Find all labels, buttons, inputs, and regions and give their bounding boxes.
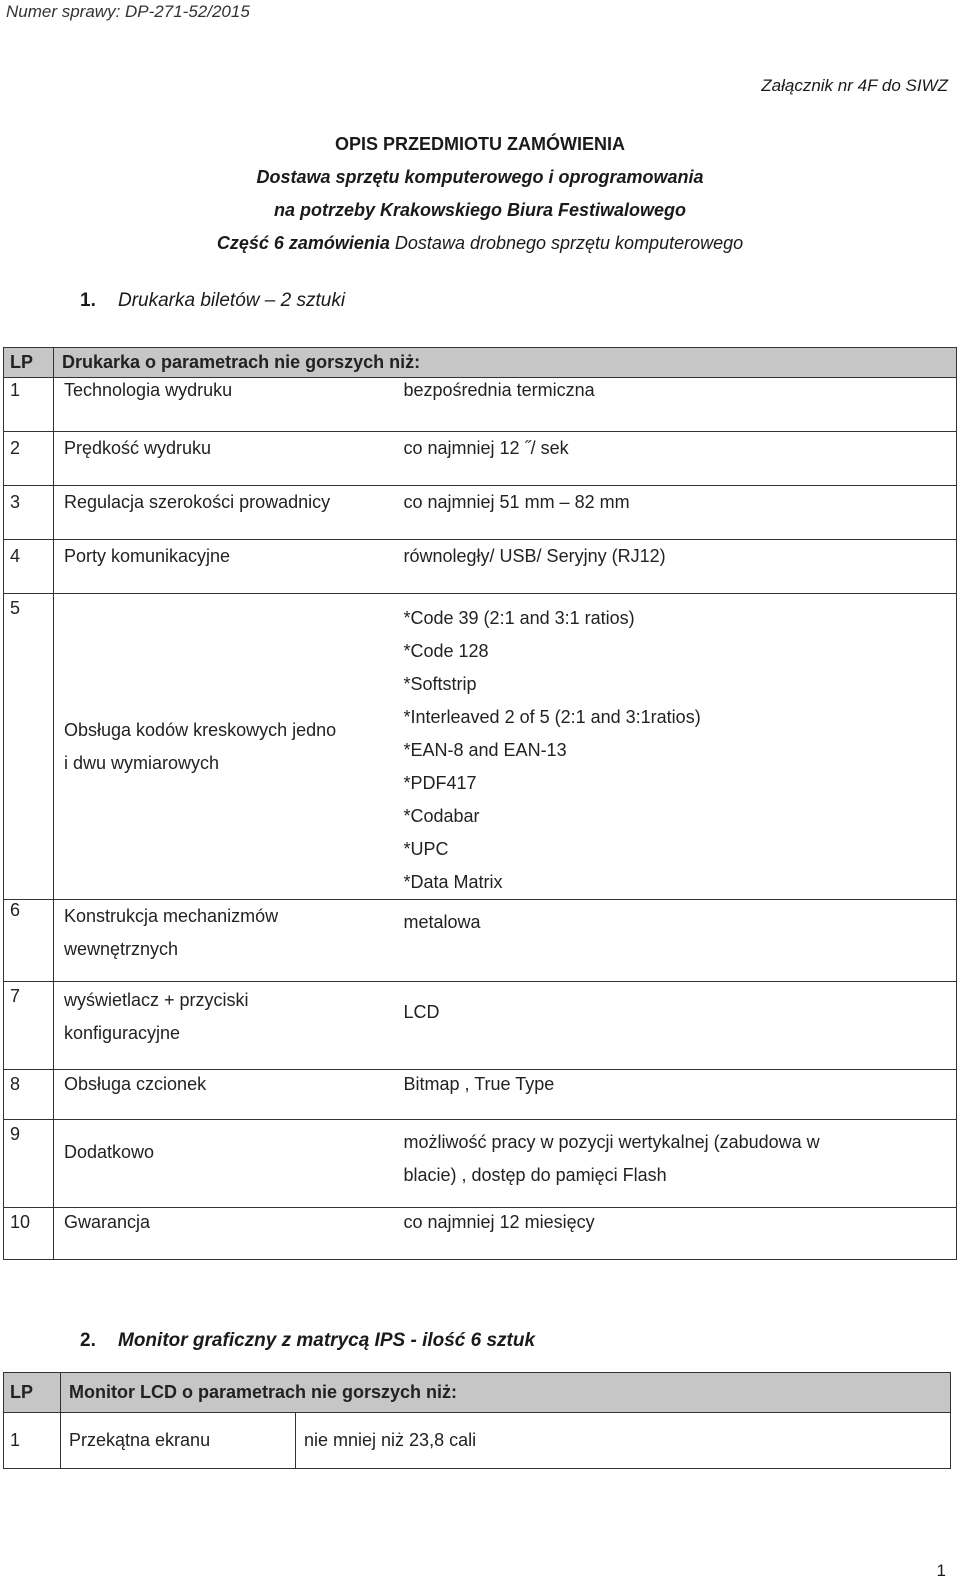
row-lp: 9 bbox=[4, 1120, 54, 1208]
value-line: *Codabar bbox=[403, 806, 480, 826]
table-row bbox=[4, 1413, 951, 1469]
row-value: LCD bbox=[394, 982, 957, 1070]
section-2-heading bbox=[80, 1330, 535, 1352]
row-param: Technologia wydruku bbox=[54, 378, 394, 432]
section-1-number: 1. bbox=[80, 290, 96, 311]
value-line: *Code 128 bbox=[403, 641, 489, 661]
title-line-3: na potrzeby Krakowskiego Biura Festiwalowego bbox=[273, 200, 687, 220]
table-row bbox=[4, 540, 957, 594]
value-line: *Softstrip bbox=[403, 674, 477, 694]
param-line: i dwu wymiarowych bbox=[64, 752, 220, 773]
row-lp: 4 bbox=[4, 540, 54, 594]
section-1-title: Drukarka biletów – 2 sztuki bbox=[118, 290, 346, 311]
row-lp: 10 bbox=[4, 1208, 54, 1260]
row-lp: 1 bbox=[4, 1413, 61, 1469]
value-line: *UPC bbox=[403, 839, 449, 859]
header-lp: LP bbox=[4, 348, 54, 378]
table-row bbox=[4, 900, 957, 982]
row-param: Prędkość wydruku bbox=[54, 432, 394, 486]
value-line: blacie) , dostęp do pamięci Flash bbox=[403, 1165, 667, 1185]
table-row bbox=[4, 1120, 957, 1208]
row-param: Gwarancja bbox=[54, 1208, 394, 1260]
row-lp: 7 bbox=[4, 982, 54, 1070]
monitor-spec-table bbox=[3, 1372, 951, 1469]
param-line: Obsługa kodów kreskowych jedno bbox=[64, 719, 337, 740]
table-header-row bbox=[4, 348, 957, 378]
row-value: nie mniej niż 23,8 cali bbox=[296, 1413, 951, 1469]
row-value: bezpośrednia termiczna bbox=[394, 378, 957, 432]
row-value: co najmniej 12 ˝/ sek bbox=[394, 432, 957, 486]
row-value: Bitmap , True Type bbox=[394, 1070, 957, 1120]
row-value: co najmniej 12 miesięcy bbox=[394, 1208, 957, 1260]
section-2-number: 2. bbox=[80, 1330, 96, 1351]
table-row bbox=[4, 1208, 957, 1260]
title-line-4-bold: Część 6 zamówienia bbox=[216, 233, 390, 253]
table-row bbox=[4, 594, 957, 900]
row-value bbox=[394, 1120, 957, 1208]
param-line: wyświetlacz + przyciski bbox=[64, 990, 249, 1010]
printer-spec-table bbox=[3, 347, 957, 1260]
table-row bbox=[4, 378, 957, 432]
param-line: wewnętrznych bbox=[64, 939, 179, 959]
section-1-heading bbox=[80, 290, 345, 312]
title-line-2: Dostawa sprzętu komputerowego i oprogramowania bbox=[256, 167, 704, 187]
table-header-row bbox=[4, 1373, 951, 1413]
param-line: konfiguracyjne bbox=[64, 1023, 181, 1043]
value-line: możliwość pracy w pozycji wertykalnej (zabudowa w bbox=[403, 1132, 820, 1152]
table-row bbox=[4, 486, 957, 540]
case-number: Numer sprawy: DP-271-52/2015 bbox=[6, 2, 250, 21]
row-param bbox=[54, 982, 394, 1070]
row-lp: 5 bbox=[4, 594, 54, 900]
row-lp: 2 bbox=[4, 432, 54, 486]
row-param bbox=[54, 900, 394, 982]
row-lp: 8 bbox=[4, 1070, 54, 1120]
value-line: *Code 39 (2:1 and 3:1 ratios) bbox=[403, 608, 635, 628]
header-description: Drukarka o parametrach nie gorszych niż: bbox=[54, 348, 957, 378]
row-value bbox=[394, 594, 957, 900]
value-line: *Data Matrix bbox=[403, 872, 503, 892]
row-param bbox=[54, 594, 394, 900]
row-param: Regulacja szerokości prowadnicy bbox=[54, 486, 394, 540]
title-line-4-rest: Dostawa drobnego sprzętu komputerowego bbox=[389, 233, 744, 253]
row-value: metalowa bbox=[394, 900, 957, 982]
value-line: *PDF417 bbox=[403, 773, 477, 793]
value-line: *EAN-8 and EAN-13 bbox=[403, 740, 567, 760]
row-param: Dodatkowo bbox=[54, 1120, 394, 1208]
row-value: co najmniej 51 mm – 82 mm bbox=[394, 486, 957, 540]
title-line-1: OPIS PRZEDMIOTU ZAMÓWIENIA bbox=[335, 134, 625, 154]
row-lp: 1 bbox=[4, 378, 54, 432]
attachment-label: Załącznik nr 4F do SIWZ bbox=[761, 76, 948, 95]
row-lp: 3 bbox=[4, 486, 54, 540]
row-param: Obsługa czcionek bbox=[54, 1070, 394, 1120]
row-param: Porty komunikacyjne bbox=[54, 540, 394, 594]
page-number: 1 bbox=[936, 1561, 946, 1580]
title-line-4 bbox=[0, 227, 960, 260]
param-line: Konstrukcja mechanizmów bbox=[64, 906, 279, 926]
header-description: Monitor LCD o parametrach nie gorszych niż: bbox=[61, 1373, 951, 1413]
table-row bbox=[4, 982, 957, 1070]
header-lp: LP bbox=[4, 1373, 61, 1413]
table-row bbox=[4, 1070, 957, 1120]
row-param: Przekątna ekranu bbox=[61, 1413, 296, 1469]
row-value: równoległy/ USB/ Seryjny (RJ12) bbox=[394, 540, 957, 594]
row-lp: 6 bbox=[4, 900, 54, 982]
table-row bbox=[4, 432, 957, 486]
section-2-title: Monitor graficzny z matrycą IPS - ilość 6 sztuk bbox=[118, 1330, 536, 1351]
value-line: *Interleaved 2 of 5 (2:1 and 3:1ratios) bbox=[403, 707, 701, 727]
document-title bbox=[0, 128, 960, 260]
